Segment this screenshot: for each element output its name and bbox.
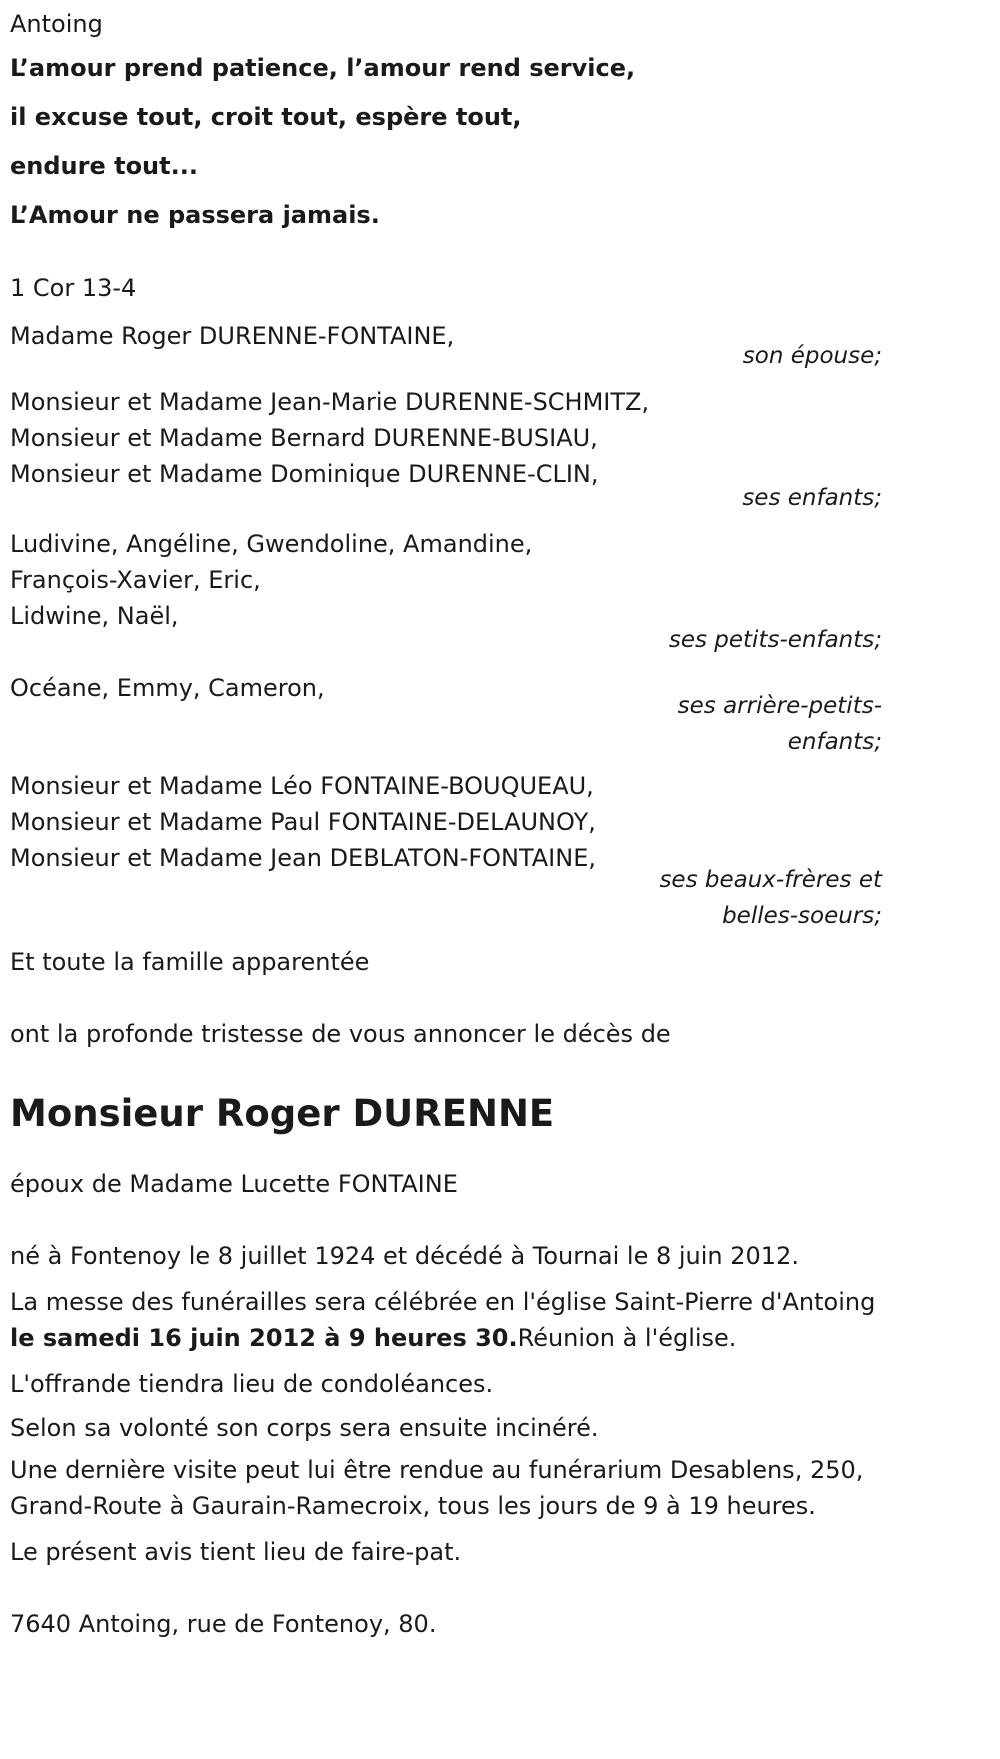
- family-name: Madame Roger DURENNE-FONTAINE,: [10, 322, 455, 350]
- family-role-line: enfants;: [787, 729, 882, 755]
- verse-line: il excuse tout, croit tout, espère tout,: [10, 103, 522, 131]
- funeral-datetime-line: [10, 1320, 882, 1356]
- family-name: Monsieur et Madame Bernard DURENNE-BUSIAU,: [10, 424, 598, 452]
- visit-line: Une dernière visite peut lui être rendue au funérarium Desablens, 250,: [10, 1456, 864, 1484]
- birth-death-line: né à Fontenoy le 8 juillet 1924 et décédé à Tournai le 8 juin 2012.: [10, 1242, 799, 1270]
- funeral-datetime: le samedi 16 juin 2012 à 9 heures 30.: [10, 1324, 518, 1352]
- family-name: Monsieur et Madame Léo FONTAINE-BOUQUEAU,: [10, 772, 594, 800]
- family-role: ses enfants;: [742, 485, 882, 511]
- cremation-line: Selon sa volonté son corps sera ensuite incinéré.: [10, 1414, 599, 1442]
- family-name: Monsieur et Madame Paul FONTAINE-DELAUNOY,: [10, 808, 596, 836]
- family-name: Monsieur et Madame Dominique DURENNE-CLIN,: [10, 460, 599, 488]
- family-group-great-grandchildren: [10, 668, 882, 760]
- family-group-children: [10, 384, 882, 518]
- funeral-details: [10, 1284, 882, 1356]
- family-name: Océane, Emmy, Cameron,: [10, 674, 325, 702]
- place-heading: Antoing: [10, 10, 103, 38]
- family-group-grandchildren: [10, 526, 882, 660]
- bible-verse: [10, 44, 882, 240]
- notice-line: Le présent avis tient lieu de faire-pat.: [10, 1538, 462, 1566]
- funeral-line: La messe des funérailles sera célébrée en l'église Saint-Pierre d'Antoing: [10, 1288, 876, 1316]
- verse-line: L’Amour ne passera jamais.: [10, 201, 380, 229]
- verse-reference: 1 Cor 13-4: [10, 274, 137, 302]
- visit-line: Grand-Route à Gaurain-Ramecroix, tous les jours de 9 à 19 heures.: [10, 1492, 816, 1520]
- deceased-name: Monsieur Roger DURENNE: [10, 1092, 555, 1135]
- offering-line: L'offrande tiendra lieu de condoléances.: [10, 1370, 494, 1398]
- announcement-text: ont la profonde tristesse de vous annoncer le décès de: [10, 1020, 671, 1048]
- extended-family: Et toute la famille apparentée: [10, 948, 370, 976]
- spouse-line: époux de Madame Lucette FONTAINE: [10, 1170, 458, 1198]
- family-role-line: belles-soeurs;: [722, 903, 882, 929]
- family-role: ses petits-enfants;: [668, 627, 882, 653]
- funeral-meeting: Réunion à l'église.: [517, 1324, 737, 1352]
- family-role: [622, 688, 882, 760]
- family-name: Monsieur et Madame Jean DEBLATON-FONTAINE,: [10, 844, 597, 872]
- family-role: [622, 862, 882, 934]
- family-name: Ludivine, Angéline, Gwendoline, Amandine,: [10, 530, 533, 558]
- family-role-line: ses beaux-frères et: [659, 867, 882, 893]
- verse-line: endure tout...: [10, 152, 198, 180]
- visit-details: [10, 1452, 882, 1524]
- obituary-notice: [10, 0, 882, 1644]
- family-role-line: ses arrière-petits-: [677, 693, 882, 719]
- verse-line: L’amour prend patience, l’amour rend service,: [10, 54, 636, 82]
- family-name: François-Xavier, Eric,: [10, 566, 261, 594]
- family-role: son épouse;: [742, 343, 882, 369]
- family-group-in-laws: [10, 768, 882, 934]
- family-name: Lidwine, Naël,: [10, 602, 179, 630]
- family-name: Monsieur et Madame Jean-Marie DURENNE-SCHMITZ,: [10, 388, 650, 416]
- address-line: 7640 Antoing, rue de Fontenoy, 80.: [10, 1610, 437, 1638]
- family-group-spouse: [10, 316, 882, 376]
